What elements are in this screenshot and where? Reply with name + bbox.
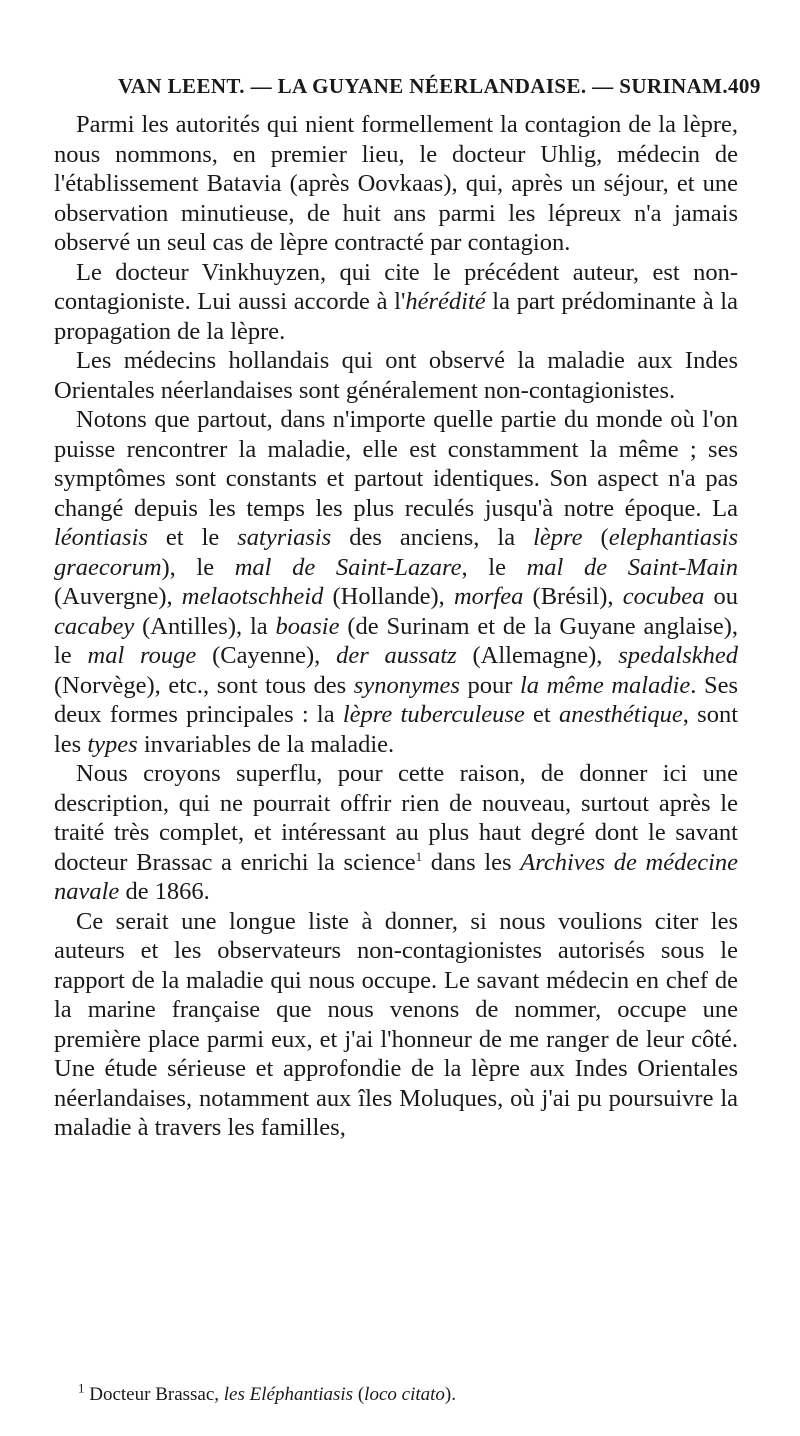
text-span: invariables de la maladie. [137, 730, 395, 758]
italic-term: mal de Saint-Main [526, 553, 738, 581]
italic-term: la même maladie [519, 671, 691, 699]
text-span: (Antilles), la [134, 612, 276, 640]
text-span: dans les [422, 848, 521, 876]
text-span: ou [704, 583, 739, 610]
text-span: Le docteur Vinkhuyzen, qui cite le précédent auteur, est non-contagioniste. Lui aussi accorde à l' [54, 258, 738, 315]
paragraph-1 [54, 110, 738, 258]
italic-term: mal de Saint-Lazare [234, 553, 462, 581]
italic-term: synonymes [353, 671, 460, 699]
text-span: (de Surinam et de la Guyane anglaise), le [54, 612, 738, 669]
italic-term: léontiasis [54, 524, 148, 551]
running-title: VAN LEENT. — LA GUYANE NÉERLANDAISE. — SURINAM. [118, 74, 729, 98]
text-span: et le [147, 524, 238, 551]
text-span: pour [459, 671, 520, 699]
italic-term: boasie [275, 612, 340, 640]
text-span: Notons que partout, dans n'importe quelle partie du monde où l'on puisse rencontrer la maladie, elle est constamment la même ; ses symptômes sont constants et partout identiques. Son aspect n'a pas changé depuis les temps les plus reculés jusqu'à notre époque. La [54, 406, 738, 522]
italic-term: elephantiasis graecorum [54, 524, 738, 581]
text-span: ). [444, 1384, 456, 1405]
italic-term: Archives de médecine navale [54, 848, 738, 905]
italic-term: melaotschheid [181, 583, 324, 610]
text-span: et [524, 701, 559, 728]
paragraph-6 [54, 907, 738, 1143]
italic-term: der aussatz [336, 642, 457, 669]
page-number: 409 [728, 74, 761, 98]
italic-term: les Eléphantiasis [223, 1384, 354, 1405]
text-span: ( [353, 1384, 365, 1405]
paragraph-3 [54, 346, 738, 405]
italic-term: morfea [453, 583, 524, 610]
italic-term: anesthétique [558, 701, 683, 728]
footnote [78, 1380, 738, 1407]
italic-term: cacabey [54, 612, 135, 640]
text-span: de 1866. [119, 878, 210, 905]
text-span: . Ses deux formes principales : la [54, 671, 738, 728]
text-span: (Brésil), [523, 583, 623, 610]
italic-term: hérédité [405, 288, 486, 315]
text-span: Docteur Brassac, [84, 1384, 224, 1405]
footnote-marker: 1 [78, 1380, 85, 1396]
text-span: la part prédominante à la propagation de la lèpre. [54, 288, 738, 345]
text-span: (Allemagne), [456, 642, 619, 669]
paragraph-6-text: Ce serait une longue liste à donner, si nous voulions citer les auteurs et les observateurs non-contagionistes autorisés sous le rapport de la maladie qui nous occupe. Le savant médecin en chef de la marine française que nous venons de nommer, occupe une première place parmi eux, et j'ai l'honneur de me ranger de leur côté. Une étude sérieuse et approfondie de la lèpre aux Indes Orientales néerlandaises, notamment aux îles Moluques, où j'ai pu poursuivre la maladie à travers les familles, [54, 907, 738, 1141]
italic-term: spedalskhed [618, 642, 738, 669]
paragraph-1-text: Parmi les autorités qui nient formellement la contagion de la lèpre, nous nommons, en premier lieu, le docteur Uhlig, médecin de l'établissement Batavia (après Oovkaas), qui, après un séjour, et une observation minutieuse, de huit ans parmi les lépreux n'a jamais observé un seul cas de lèpre contracté par contagion. [54, 111, 738, 256]
running-head [118, 74, 761, 99]
text-span: , le [461, 553, 527, 581]
text-span: (Auvergne), [54, 583, 182, 610]
footnote-reference: 1 [415, 848, 423, 864]
paragraph-2 [54, 258, 738, 347]
text-span: ), le [161, 553, 235, 581]
text-span: ( [582, 524, 609, 551]
paragraph-4 [54, 405, 738, 759]
body-text [54, 110, 738, 1143]
italic-term: satyriasis [237, 524, 332, 551]
italic-term: lèpre tuberculeuse [342, 701, 525, 728]
text-span: Nous croyons superflu, pour cette raison, de donner ici une description, qui ne pourrait offrir rien de nouveau, surtout après le traité très complet, et intéressant au plus haut degré dont le savant docteur Brassac a enrichi la science [54, 760, 738, 876]
italic-term: cocubea [622, 583, 705, 610]
paragraph-5 [54, 759, 738, 907]
text-span: (Cayenne), [196, 642, 337, 669]
italic-term: loco citato [364, 1384, 445, 1405]
italic-term: mal rouge [87, 642, 197, 669]
text-span: (Norvège), etc., sont tous des [54, 671, 354, 699]
text-span: des anciens, la [331, 524, 534, 551]
italic-term: lèpre [533, 524, 583, 551]
text-span: , sont les [54, 701, 739, 758]
italic-term: types [87, 730, 138, 758]
paragraph-3-text: Les médecins hollandais qui ont observé la maladie aux Indes Orientales néerlandaises sont généralement non-contagionistes. [54, 347, 738, 404]
text-span: (Hollande), [323, 583, 454, 610]
